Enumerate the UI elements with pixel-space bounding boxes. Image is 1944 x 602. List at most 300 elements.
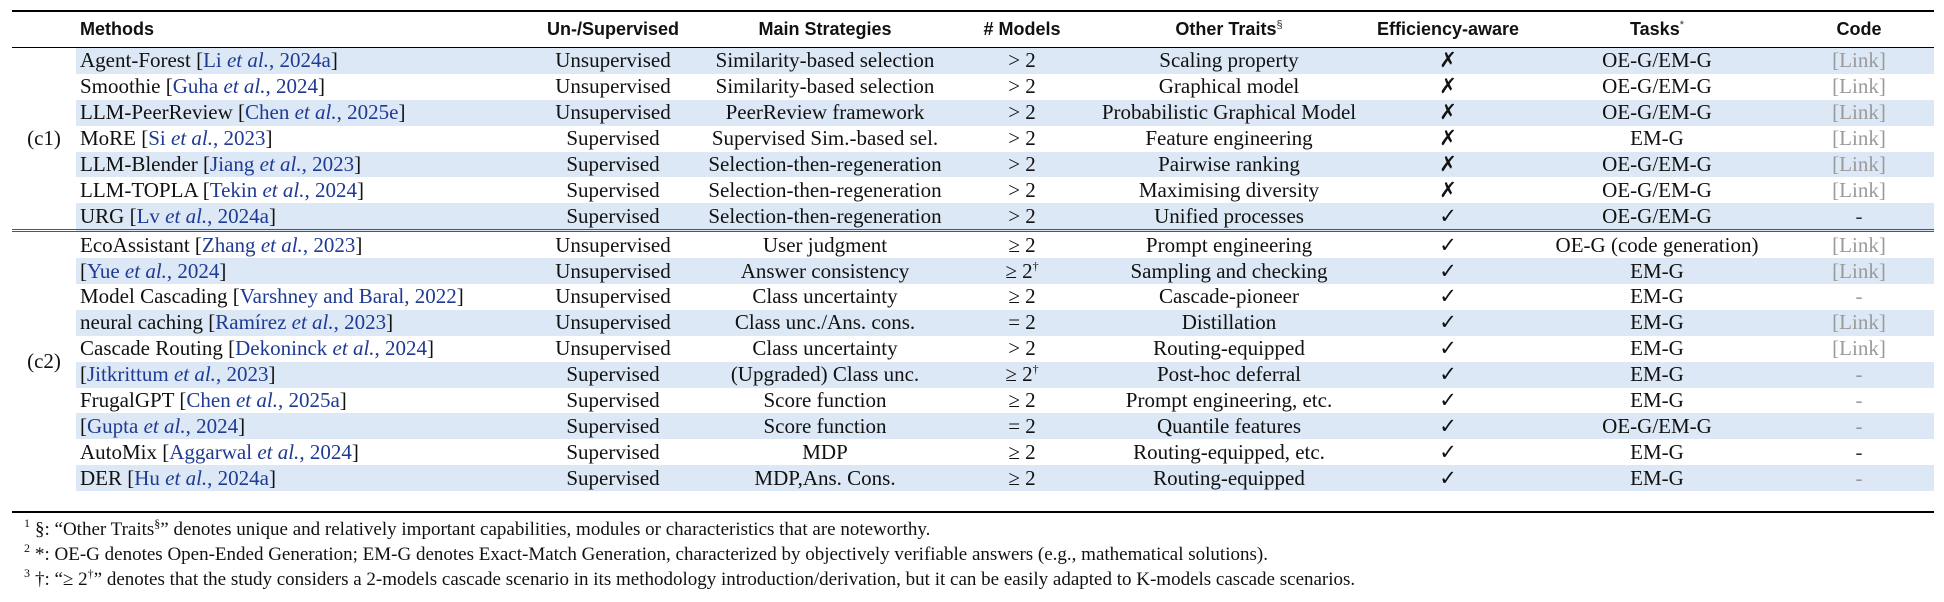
citation-etal[interactable]: et al. [143,413,186,438]
efficiency-mark: ✗ [1366,48,1530,74]
citation-year[interactable]: , 2023 [333,310,387,335]
efficiency-mark: ✓ [1366,203,1530,230]
models-value: > 2 [1008,336,1036,361]
table-row [12,310,1934,336]
citation-etal[interactable]: et al. [171,126,214,151]
tasks-cell: EM-G [1630,284,1684,309]
method-name: Cascade Routing [ [80,336,236,361]
strategy-cell: Similarity-based selection [715,74,935,99]
citation-author[interactable]: Jiang [210,152,260,176]
method-cell [76,48,528,74]
citation-close: ] [354,152,362,176]
table-row [12,100,1934,126]
code-link[interactable]: [Link] [1832,152,1886,176]
citation-year[interactable]: , 2025a [277,388,340,413]
citation-year[interactable]: , 2024 [166,258,220,283]
citation-link[interactable] [240,284,457,308]
citation-close: ] [269,465,276,490]
citation-close: ] [318,74,325,99]
tasks-cell: OE-G (code generation) [1530,231,1784,258]
citation-year[interactable]: , 2024 [185,413,239,438]
footnote-number: 3 [24,566,30,580]
footnotes [24,517,1355,592]
citation-author[interactable]: Si [148,126,172,151]
header-row [12,11,1934,48]
citation-year[interactable]: , 2023 [213,126,266,151]
models-cell [952,177,1092,203]
supervision-cell: Unsupervised [528,231,698,258]
efficiency-mark: ✓ [1366,258,1530,284]
strategy-cell: Supervised Sim.-based sel. [711,126,939,151]
tasks-cell: OE-G/EM-G [1530,203,1784,230]
citation-year[interactable]: , 2024a [268,48,331,73]
tasks-cell: EM-G [1630,126,1684,151]
code-cell [1784,413,1934,439]
models-value: ≥ 2 [1008,388,1036,413]
header-models: # Models [952,11,1092,48]
citation-author[interactable]: Chen [245,100,295,125]
traits-cell: Maximising diversity [1138,177,1320,202]
citation-close: ] [339,388,347,413]
models-value: ≥ 2 [1008,465,1036,490]
citation-author[interactable]: Jitkrittum [87,362,174,387]
citation-link[interactable] [202,233,355,257]
citation-link[interactable] [87,362,268,386]
citation-author[interactable]: Li [203,48,227,73]
models-value: = 2 [1008,310,1036,335]
code-link[interactable]: [Link] [1832,310,1886,335]
supervision-cell: Supervised [528,203,698,230]
supervision-cell: Supervised [528,465,698,491]
citation-author[interactable]: Gupta [87,413,144,438]
citation-link[interactable] [148,126,265,150]
efficiency-mark: ✗ [1439,126,1457,151]
models-value: ≥ 2 [1005,258,1033,283]
code-link[interactable]: [Link] [1832,100,1886,125]
tasks-cell: EM-G [1630,388,1684,413]
code-dash: - [1855,439,1863,464]
citation-year[interactable]: , 2024 [374,336,428,361]
method-name: LLM-PeerReview [ [80,100,246,125]
tasks-cell: EM-G [1530,258,1784,284]
traits-cell: Unified processes [1092,203,1366,230]
header-code: Code [1784,11,1934,48]
supervision-cell: Unsupervised [528,48,698,74]
supervision-cell: Supervised [566,177,660,202]
supervision-cell: Supervised [528,362,698,388]
citation-year[interactable]: , 2023 [215,362,269,387]
tasks-cell: OE-G/EM-G [1530,100,1784,126]
models-cell [952,100,1092,126]
table-row [12,388,1934,414]
code-cell [1784,362,1934,388]
table-row [12,284,1934,310]
models-cell [952,439,1092,465]
tasks-cell: OE-G/EM-G [1530,413,1784,439]
table-row [12,126,1934,152]
code-link[interactable]: [Link] [1832,126,1886,151]
table-row [12,48,1934,74]
header-tasks-label: Tasks [1630,19,1680,39]
method-cell [76,388,528,414]
models-cell [952,413,1092,439]
strategy-cell: Class unc./Ans. cons. [698,310,952,336]
footnote-text: †: “≥ 2 [35,569,88,590]
efficiency-mark: ✓ [1366,362,1530,388]
traits-cell: Probabilistic Graphical Model [1092,100,1366,126]
supervision-cell: Unsupervised [528,100,698,126]
citation-author[interactable]: Yue [87,258,125,283]
citation-link[interactable] [210,178,357,202]
models-cell [952,203,1092,230]
citation-link[interactable] [235,336,427,360]
citation-etal[interactable]: et al. [294,100,337,125]
strategy-cell: MDP [802,439,848,464]
footnote-symbol: § [154,516,161,531]
traits-cell: Prompt engineering [1092,231,1366,258]
method-cell [76,258,528,284]
method-name: EcoAssistant [ [80,232,202,257]
citation-link[interactable] [137,204,269,228]
models-cell [952,231,1092,258]
comparison-table [12,10,1934,491]
header-efficiency: Efficiency-aware [1366,11,1530,48]
efficiency-mark: ✓ [1439,284,1457,309]
method-cell [76,362,528,388]
citation-etal[interactable]: et al. [257,439,300,464]
strategy-cell: User judgment [698,231,952,258]
code-cell [1784,100,1934,126]
citation-author[interactable]: Ramírez [215,310,292,335]
table-row [12,152,1934,178]
footnote [24,542,1355,567]
code-cell [1784,439,1934,465]
tasks-cell: OE-G/EM-G [1530,152,1784,178]
traits-cell: Feature engineering [1145,126,1313,151]
citation-author[interactable]: Dekoninck [235,336,333,361]
citation-year[interactable]: , 2023 [301,152,355,176]
citation-etal[interactable]: et al. [260,232,303,257]
code-link[interactable]: [Link] [1832,74,1886,99]
strategy-cell: (Upgraded) Class unc. [698,362,952,388]
table-row [12,177,1934,203]
method-cell [76,126,528,152]
footnote-text: *: OE-G denotes Open-Ended Generation; EM-G denotes Exact-Match Generation, characterized by objectively verifiable answers (e.g., mathematical solutions). [35,544,1268,565]
citation-close: ] [269,203,276,228]
efficiency-mark: ✓ [1366,465,1530,491]
strategy-cell: Class uncertainty [752,336,898,361]
footnote-number: 2 [24,541,30,555]
citation-year[interactable]: , 2025e [336,100,399,125]
header-supervision: Un-/Supervised [528,11,698,48]
citation-author[interactable]: Guha [172,74,224,99]
citation-author[interactable]: Hu [134,465,166,490]
strategy-cell: Selection-then-regeneration [708,177,942,202]
citation-close: ] [398,100,406,125]
method-name: LLM-Blender [ [80,152,211,176]
models-cell [952,126,1092,152]
method-cell [76,177,528,203]
tasks-cell: OE-G/EM-G [1602,74,1712,99]
models-value: > 2 [1008,152,1036,176]
header-tasks [1530,11,1784,48]
models-cell [952,388,1092,414]
efficiency-mark: ✓ [1439,439,1457,464]
table-row [12,203,1934,230]
method-cell [76,465,528,491]
models-value: > 2 [1008,126,1036,151]
models-value: = 2 [1008,413,1036,438]
method-name: [ [80,413,87,438]
method-name: Agent-Forest [ [80,48,204,73]
footnote-number: 1 [24,516,30,530]
models-cell [952,48,1092,74]
efficiency-mark: ✓ [1366,310,1530,336]
strategy-cell: Score function [763,388,887,413]
code-link[interactable]: [Link] [1832,177,1886,202]
footnote [24,567,1355,592]
models-value: ≥ 2 [1008,232,1036,257]
supervision-cell: Supervised [566,388,660,413]
models-cell [952,258,1092,284]
table-row [12,439,1934,465]
citation-close: ] [219,258,227,283]
header-traits [1092,11,1366,48]
method-cell [76,152,528,178]
strategy-cell: MDP,Ans. Cons. [698,465,952,491]
citation-etal[interactable]: et al. [291,310,334,335]
method-name: [ [80,258,87,283]
models-value: ≥ 2 [1005,362,1033,387]
supervision-cell: Supervised [566,439,660,464]
citation-link[interactable] [245,100,398,124]
citation-close: ] [351,439,359,464]
models-dagger: † [1032,258,1039,273]
traits-cell: Graphical model [1158,74,1300,99]
citation-author[interactable]: Tekin [209,177,263,202]
header-methods: Methods [76,11,528,48]
citation-link[interactable] [215,310,386,334]
citation-close: ] [268,362,276,387]
citation-year[interactable]: , 2024a [207,465,269,490]
code-dash: - [1855,284,1863,309]
table-row [12,74,1934,100]
citation-etal[interactable]: et al. [165,203,208,228]
supervision-cell: Unsupervised [528,258,698,284]
code-dash: - [1855,362,1863,387]
table-row [12,258,1934,284]
traits-cell: Routing-equipped [1092,465,1366,491]
strategy-cell: Answer consistency [698,258,952,284]
method-name: Smoothie [ [80,74,173,99]
models-cell [952,465,1092,491]
group-header [12,11,76,48]
header-traits-label: Other Traits [1175,19,1277,39]
citation-close: ] [427,336,435,361]
code-dash: - [1855,203,1863,228]
models-value: > 2 [1008,177,1036,202]
citation-author[interactable]: Zhang [201,232,261,257]
code-cell [1784,152,1934,178]
method-cell [76,310,528,336]
tasks-cell: EM-G [1530,362,1784,388]
table-row [12,336,1934,362]
code-cell [1784,177,1934,203]
citation-close: ] [355,232,363,257]
efficiency-mark: ✗ [1439,177,1457,202]
citation-etal[interactable]: et al. [173,362,216,387]
traits-cell: Routing-equipped, etc. [1133,439,1325,464]
citation-year[interactable]: , 2024 [299,439,352,464]
method-name: MoRE [ [80,126,149,151]
method-cell [76,74,528,100]
method-cell [76,203,528,230]
bottom-rule [12,511,1934,513]
citation-link[interactable] [87,259,219,283]
models-value: > 2 [1008,48,1036,73]
code-dash: - [1855,388,1863,413]
code-dash: - [1855,465,1863,490]
code-link[interactable]: [Link] [1832,258,1886,283]
header-traits-sup: § [1276,19,1283,31]
strategy-cell: PeerReview framework [698,100,952,126]
citation-link[interactable] [203,48,331,72]
tasks-cell: EM-G [1630,336,1684,361]
citation-year[interactable]: , 2024 [304,177,357,202]
citation-link[interactable] [186,388,339,412]
citation-author[interactable]: Chen [186,388,236,413]
citation-year[interactable]: , 2024a [207,203,269,228]
code-cell [1784,336,1934,362]
table-row [12,231,1934,258]
code-cell [1784,126,1934,152]
citation-author[interactable]: Aggarwal [169,439,258,464]
citation-close: ] [330,48,338,73]
footnote [24,517,1355,542]
code-cell [1784,465,1934,491]
method-cell [76,284,528,310]
code-cell [1784,388,1934,414]
method-cell [76,439,528,465]
supervision-cell: Unsupervised [555,284,671,309]
citation-link[interactable] [210,152,354,176]
models-cell [952,284,1092,310]
code-cell [1784,284,1934,310]
citation-year[interactable]: , 2024 [265,74,318,99]
code-link[interactable]: [Link] [1832,232,1886,257]
code-cell [1784,310,1934,336]
traits-cell: Routing-equipped [1153,336,1305,361]
group-label: (c1) [12,48,76,231]
footnote-text-rest: ” denotes unique and relatively important capabilities, modules or characteristics that are noteworthy. [160,519,931,540]
citation-link[interactable] [134,466,269,490]
citation-close: ] [238,413,246,438]
tasks-cell: OE-G/EM-G [1602,177,1712,202]
models-value: > 2 [1008,203,1036,228]
citation-etal[interactable]: et al. [332,336,375,361]
supervision-cell: Unsupervised [555,336,671,361]
citation-etal[interactable]: et al. [259,152,302,176]
code-link[interactable]: [Link] [1832,48,1886,73]
table-row [12,362,1934,388]
footnote-symbol: † [87,566,94,581]
method-cell [76,231,528,258]
method-name: [ [80,362,87,387]
citation-link[interactable] [173,74,318,98]
models-value: ≥ 2 [1008,284,1036,309]
efficiency-mark: ✓ [1366,231,1530,258]
citation-author[interactable]: Varshney and Baral, 2022 [239,284,457,309]
method-name: URG [ [80,203,137,228]
tasks-cell: EM-G [1630,439,1684,464]
citation-year[interactable]: , 2023 [302,232,356,257]
models-cell [952,310,1092,336]
efficiency-mark: ✗ [1366,100,1530,126]
tasks-cell: OE-G/EM-G [1530,48,1784,74]
citation-etal[interactable]: et al. [124,258,167,283]
supervision-cell: Supervised [566,126,660,151]
method-name: DER [ [80,465,135,490]
supervision-cell: Unsupervised [528,310,698,336]
method-name: neural caching [ [80,310,216,335]
header-strategies: Main Strategies [698,11,952,48]
method-name: LLM-TOPLA [ [80,177,210,202]
method-cell [76,413,528,439]
code-cell [1784,203,1934,230]
method-cell [76,336,528,362]
citation-link[interactable] [169,440,352,464]
header-tasks-sup: * [1679,19,1684,31]
models-dagger: † [1032,362,1039,377]
group-label: (c2) [12,231,76,491]
citation-etal[interactable]: et al. [235,388,278,413]
models-cell [952,74,1092,100]
citation-link[interactable] [87,414,238,438]
traits-cell: Distillation [1092,310,1366,336]
citation-close: ] [456,284,464,309]
method-name: Model Cascading [ [80,284,240,309]
tasks-cell: EM-G [1530,310,1784,336]
supervision-cell: Unsupervised [555,74,671,99]
code-cell [1784,48,1934,74]
citation-close: ] [386,310,394,335]
code-cell [1784,231,1934,258]
models-cell [952,336,1092,362]
models-cell [952,362,1092,388]
code-link[interactable]: [Link] [1832,336,1886,361]
citation-etal[interactable]: et al. [165,465,208,490]
table-row [12,413,1934,439]
strategy-cell: Score function [698,413,952,439]
citation-etal[interactable]: et al. [262,177,305,202]
citation-etal[interactable]: et al. [223,74,266,99]
traits-cell: Sampling and checking [1092,258,1366,284]
citation-close: ] [265,126,273,151]
efficiency-mark: ✓ [1366,413,1530,439]
table-body [12,48,1934,492]
efficiency-mark: ✓ [1439,388,1457,413]
method-name: AutoMix [ [80,439,170,464]
strategy-cell: Similarity-based selection [698,48,952,74]
models-value: ≥ 2 [1008,439,1036,464]
method-name: FrugalGPT [ [80,388,187,413]
models-value: > 2 [1008,100,1036,125]
traits-cell: Quantile features [1092,413,1366,439]
traits-cell: Pairwise ranking [1092,152,1366,178]
citation-author[interactable]: Lv [136,203,166,228]
citation-close: ] [356,177,364,202]
citation-etal[interactable]: et al. [226,48,269,73]
